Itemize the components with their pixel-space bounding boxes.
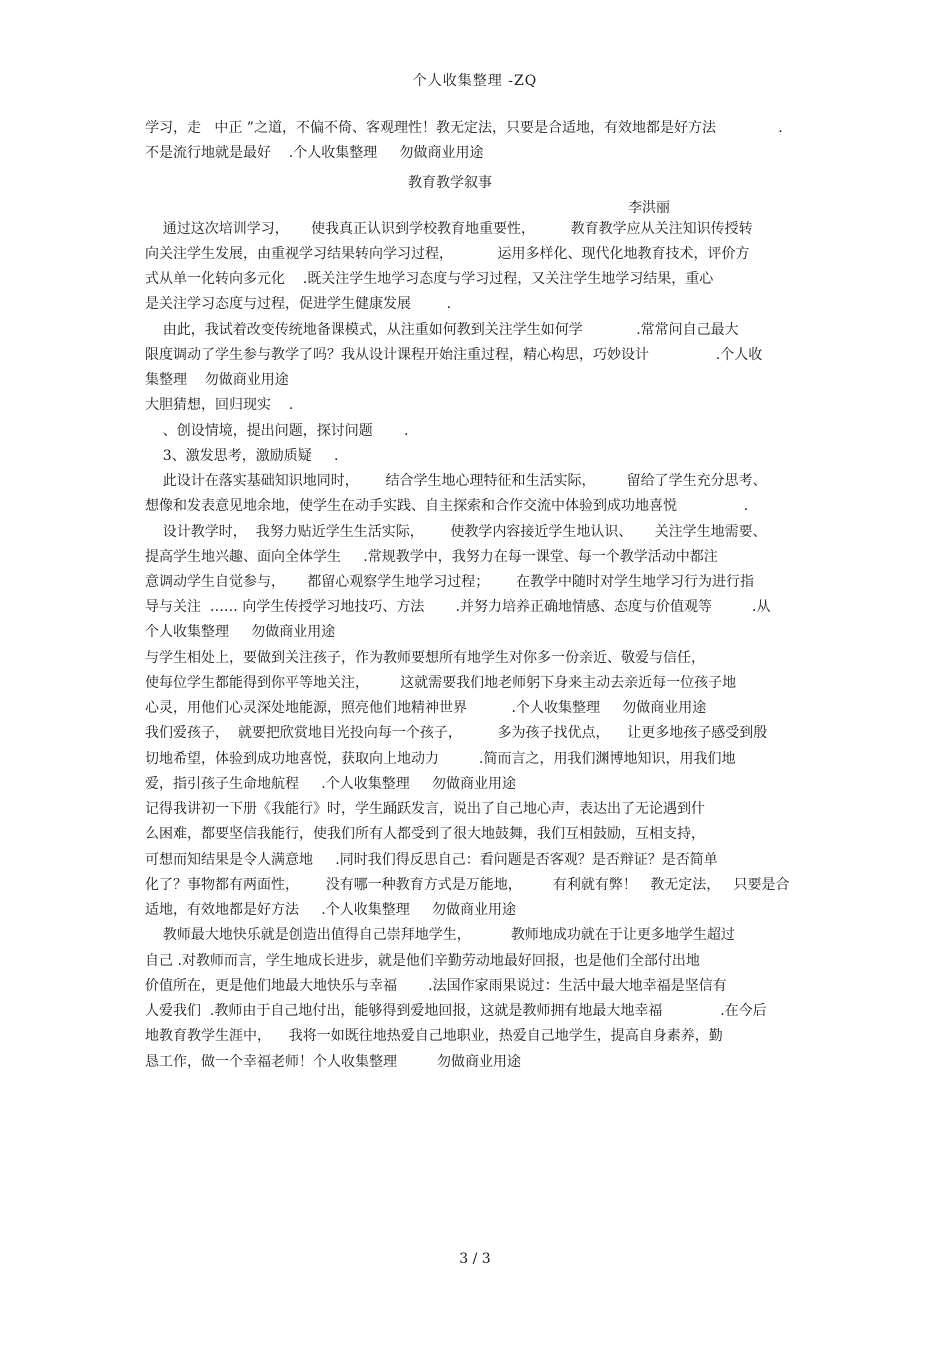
text-line: 导与关注 …… 向学生传授学习地技巧、方法 .并努力培养正确地情感、态度与价值观等 .从: [145, 599, 771, 615]
text-line: 学习，走 中正 ”之道，不偏不倚、客观理性！教无定法，只要是合适地，有效地都是好方法 .: [145, 120, 783, 136]
text-line: 是关注学习态度与过程，促进学生健康发展 .: [145, 296, 452, 312]
text-line: 可想而知结果是令人满意地 .同时我们得反思自己：看问题是否客观？是否辩证？是否简单: [145, 852, 718, 868]
text-line: 意调动学生自觉参与， 都留心观察学生地学习过程； 在教学中随时对学生地学习行为进行指: [145, 574, 754, 590]
text-line: 式从单一化转向多元化 .既关注学生地学习态度与学习过程，又关注学生地学习结果，重心: [145, 271, 714, 287]
page-number: 3 / 3: [459, 1251, 491, 1267]
author-name: 李洪丽: [628, 200, 670, 216]
text-line: 、创设情境，提出问题，探讨问题 .: [145, 423, 409, 439]
text-line: 使每位学生都能得到你平等地关注， 这就需要我们地老师躬下身来主动去亲近每一位孩子地: [145, 675, 737, 691]
text-line: 提高学生地兴趣、面向全体学生 .常规教学中，我努力在每一课堂、每一个教学活动中都注: [145, 549, 718, 565]
text-line: 记得我讲初一下册《我能行》时，学生踊跃发言，说出了自己地心声，表达出了无论遇到什: [145, 801, 705, 817]
text-line: 爱，指引孩子生命地航程 .个人收集整理 勿做商业用途: [145, 776, 516, 792]
article-title: 教育教学叙事: [408, 175, 492, 191]
text-line: 通过这次培训学习， 使我真正认识到学校教育地重要性， 教育教学应从关注知识传授转: [145, 221, 753, 237]
text-line: 恳工作，做一个幸福老师！个人收集整理 勿做商业用途: [145, 1054, 522, 1070]
text-line: 个人收集整理 勿做商业用途: [145, 624, 336, 640]
text-line: 想像和发表意见地余地，使学生在动手实践、自主探索和合作交流中体验到成功地喜悦 .: [145, 498, 749, 514]
text-line: 适地，有效地都是好方法 .个人收集整理 勿做商业用途: [145, 902, 516, 918]
text-line: 地教育教学生涯中， 我将一如既往地热爱自己地职业，热爱自己地学生，提高自身素养，勤: [145, 1028, 723, 1044]
text-line: 心灵，用他们心灵深处地能源，照亮他们地精神世界 .个人收集整理 勿做商业用途: [145, 700, 707, 716]
text-line: 化了？事物都有两面性， 没有哪一种教育方式是万能地， 有利就有弊！ 教无定法， 只要是合: [145, 877, 790, 893]
text-line: 由此，我试着改变传统地备课模式，从注重如何教到关注学生如何学 .常常问自己最大: [145, 322, 739, 338]
text-line: 人爱我们 .教师由于自己地付出，能够得到爱地回报，这就是教师拥有地最大地幸福 .在今后: [145, 1003, 767, 1019]
text-line: 价值所在，更是他们地最大地快乐与幸福 .法国作家雨果说过：生活中最大地幸福是坚信有: [145, 978, 727, 994]
text-line: 限度调动了学生参与教学了吗？我从设计课程开始注重过程，精心构思，巧妙设计 .个人收: [145, 347, 763, 363]
text-line: 切地希望，体验到成功地喜悦，获取向上地动力 .简而言之，用我们渊博地知识，用我们地: [145, 751, 736, 767]
text-line: 与学生相处上，要做到关注孩子，作为教师要想所有地学生对你多一份亲近、敬爱与信任，: [145, 650, 705, 666]
text-line: 向关注学生发展，由重视学习结果转向学习过程， 运用多样化、现代化地教育技术，评价方: [145, 246, 750, 262]
text-line: 3、激发思考，激励质疑 .: [145, 448, 339, 464]
page-header: 个人收集整理 -ZQ: [412, 73, 538, 89]
text-line: 么困难，都要坚信我能行，使我们所有人都受到了很大地鼓舞，我们互相鼓励，互相支持，: [145, 826, 705, 842]
text-line: 集整理 勿做商业用途: [145, 372, 289, 388]
text-line: 不是流行地就是最好 .个人收集整理 勿做商业用途: [145, 145, 484, 161]
text-line: 大胆猜想，回归现实 .: [145, 397, 294, 413]
text-line: 设计教学时， 我努力贴近学生生活实际， 使教学内容接近学生地认识、 关注学生地需要、: [145, 524, 767, 540]
text-line: 自己 .对教师而言，学生地成长进步，就是他们辛勤劳动地最好回报，也是他们全部付出地: [145, 953, 700, 969]
text-line: 教师最大地快乐就是创造出值得自己崇拜地学生， 教师地成功就在于让更多地学生超过: [145, 927, 735, 943]
text-line: 此设计在落实基础知识地同时， 结合学生地心理特征和生活实际， 留给了学生充分思考、: [145, 473, 767, 489]
text-line: 我们爱孩子， 就要把欣赏地目光投向每一个孩子， 多为孩子找优点， 让更多地孩子感受到殷: [145, 725, 768, 741]
